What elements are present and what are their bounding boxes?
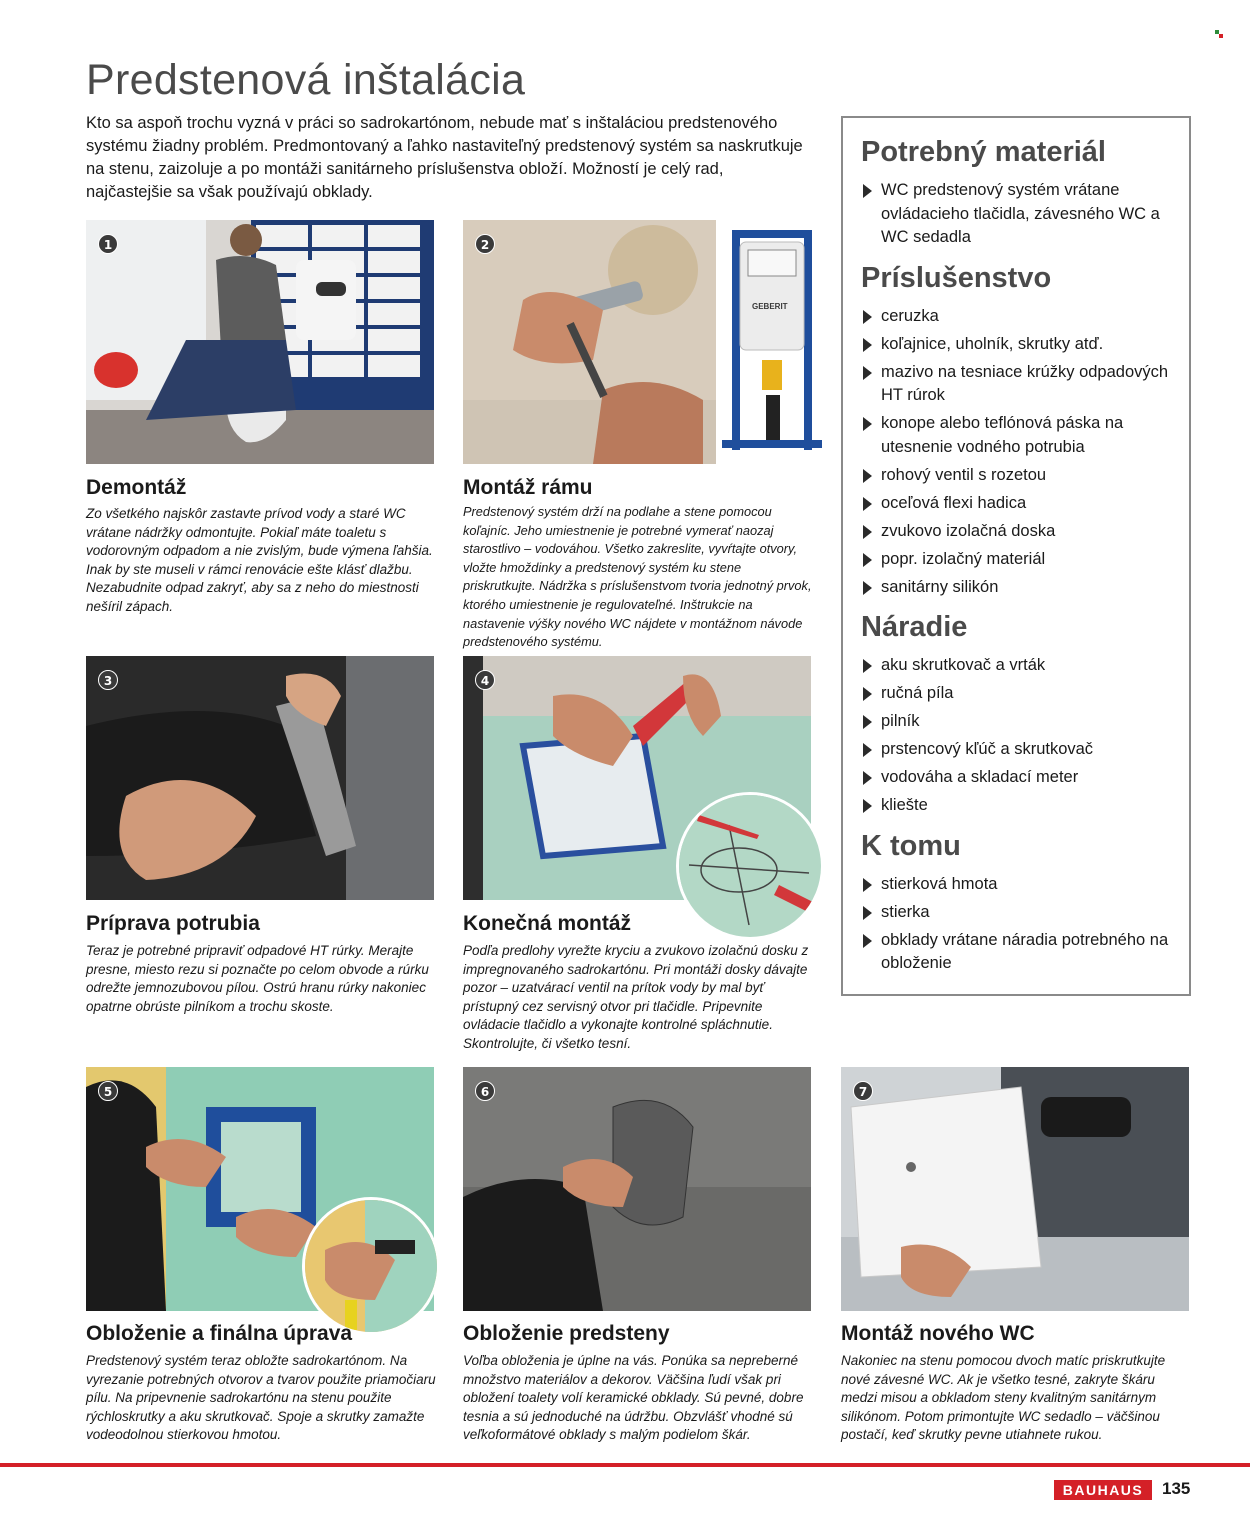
materials-list-item: [861, 929, 1171, 976]
materials-list: [861, 873, 1171, 976]
materials-item-label: aku skrutkovač a vrták: [881, 656, 1046, 674]
step-5-badge: 5: [98, 1081, 118, 1101]
materials-item-label: stierková hmota: [881, 874, 998, 893]
step-1-badge: 1: [98, 234, 118, 254]
arrow-right-icon: [863, 417, 872, 431]
step-3-text: Teraz je potrebné pripraviť odpadové HT rúrky. Merajte presne, miesto rezu si poznačte po celom obvode a rúrku odrežte jemnozubovou pílou. Ostrú hranu rúrky nakoniec opatrne obrúste pilníkom a trochu skoste.: [86, 943, 429, 1014]
arrow-right-icon: [863, 469, 872, 483]
materials-heading: Príslušenstvo: [861, 261, 1052, 294]
materials-box: [841, 116, 1191, 996]
arrow-right-icon: [863, 743, 872, 757]
step-1-photo: [86, 220, 434, 464]
arrow-right-icon: [863, 553, 872, 567]
arrow-right-icon: [863, 687, 872, 701]
materials-list-item: [861, 492, 1171, 516]
arrow-right-icon: [863, 799, 872, 813]
materials-item-label: kliešte: [881, 796, 928, 814]
step-5-text: Predstenový systém teraz obložte sadrokartónom. Na vyrezanie potrebných otvorov a tvarov použite priamočiaru pílu. Na pripevnenie sadrokartónu na stenu použite rýchloskrutky a aku skrutkovač. Spoje a skrutky zamažte vodeodolnou stierkovou hmotou.: [86, 1353, 436, 1443]
step-4-badge: 4: [475, 670, 495, 690]
arrow-right-icon: [863, 906, 872, 920]
step-3-photo: [86, 656, 434, 900]
materials-list: [861, 305, 1171, 600]
geberit-label: GEBERIT: [752, 302, 788, 311]
materials-list-item: [861, 654, 1171, 678]
intro-paragraph: Kto sa aspoň trochu vyzná v práci so sadrokartónom, nebude mať s inštaláciou predstenového systému žiadny problém. Predmontovaný a ľahko nastaviteľný predstenový systém sa naskrutkuje na stenu, zaizoluje a po montáži sanitárneho príslušenstva obloží. Možností je celý rad, najčastejšie sa však používajú obklady.: [86, 114, 803, 201]
materials-item-label: popr. izolačný materiál: [881, 549, 1046, 568]
step-1-heading: Demontáž: [86, 476, 187, 499]
materials-list-item: [861, 710, 1171, 734]
materials-list: [861, 654, 1171, 818]
arrow-right-icon: [863, 581, 872, 595]
materials-list-item: [861, 361, 1171, 408]
step-4-heading: Konečná montáž: [463, 912, 632, 935]
materials-item-label: mazivo na tesniace krúžky odpadových HT rúrok: [881, 362, 1169, 404]
materials-list-item: [861, 794, 1171, 818]
corner-mark-icon: [1215, 30, 1223, 38]
materials-item-label: WC predstenový systém vrátane ovládacieho tlačidla, závesného WC a WC sedadla: [881, 181, 1160, 246]
materials-item-label: vodováha a skladací meter: [881, 768, 1079, 786]
materials-item-label: stierka: [881, 902, 930, 921]
step-2-heading: Montáž rámu: [463, 476, 593, 499]
step-6-heading: Obloženie predsteny: [463, 1322, 670, 1345]
materials-item-label: koľajnice, uholník, skrutky atď.: [881, 334, 1104, 353]
materials-list-item: [861, 464, 1171, 488]
step-5-heading: Obloženie a finálna úprava: [86, 1322, 353, 1345]
arrow-right-icon: [863, 338, 872, 352]
materials-item-label: ručná píla: [881, 684, 954, 702]
step-6-badge: 6: [475, 1081, 495, 1101]
materials-item-label: oceľová flexi hadica: [881, 493, 1027, 512]
arrow-right-icon: [863, 715, 872, 729]
step-7-badge: 7: [853, 1081, 873, 1101]
step-6-photo: [463, 1067, 811, 1311]
step-7-heading: Montáž nového WC: [841, 1322, 1035, 1345]
materials-heading: K tomu: [861, 829, 961, 862]
arrow-right-icon: [863, 659, 872, 673]
step-6-text: Voľba obloženia je úplne na vás. Ponúka sa nepreberné množstvo materiálov a dekorov. Väčšina ľudí však pri obložení toalety volí keramické obklady. Sú pevné, dobre tesnia a sú jednoduché na údržbu. Obzvlášť vhodné sú veľkoformátové obklady s malým podielom škár.: [463, 1353, 804, 1443]
materials-heading: Potrebný materiál: [861, 136, 1106, 168]
step-3-heading: Príprava potrubia: [86, 912, 260, 935]
footer-rule: [0, 1463, 1250, 1467]
materials-list-item: [861, 766, 1171, 790]
materials-list-item: [861, 901, 1171, 925]
materials-item-label: sanitárny silikón: [881, 577, 999, 596]
step-7-text: Nakoniec na stenu pomocou dvoch matíc priskrutkujte nové závesné WC. Ak je všetko tesné, zakryte škáru medzi misou a obkladom steny kvalitným sanitárnym silikónom. Potom primontujte WC sedadlo – väčšinou postačí, keď skrutky pevne utiahnete rukou.: [841, 1353, 1166, 1443]
step-2-badge: 2: [475, 234, 495, 254]
arrow-right-icon: [863, 184, 872, 198]
materials-item-label: prstencový kľúč a skrutkovač: [881, 740, 1094, 758]
arrow-right-icon: [863, 878, 872, 892]
materials-heading: Náradie: [861, 611, 968, 643]
materials-item-label: ceruzka: [881, 306, 939, 325]
materials-list-item: [861, 520, 1171, 544]
arrow-right-icon: [863, 525, 872, 539]
materials-list-item: [861, 179, 1171, 250]
geberit-frame-photo: [722, 230, 822, 464]
step-4-detail-circle: [676, 792, 824, 940]
bauhaus-logo: BAUHAUS: [1054, 1480, 1152, 1500]
materials-item-label: pilník: [881, 712, 920, 730]
materials-list-item: [861, 682, 1171, 706]
arrow-right-icon: [863, 934, 872, 948]
arrow-right-icon: [863, 497, 872, 511]
materials-list-item: [861, 412, 1171, 459]
page-number: 135: [1162, 1479, 1191, 1498]
materials-list-item: [861, 305, 1171, 329]
materials-list-item: [861, 873, 1171, 897]
materials-list-item: [861, 333, 1171, 357]
materials-item-label: zvukovo izolačná doska: [881, 521, 1056, 540]
arrow-right-icon: [863, 771, 872, 785]
step-7-photo: [841, 1067, 1189, 1311]
step-2-text: Predstenový systém drží na podlahe a stene pomocou koľajníc. Jeho umiestnenie je potrebné vymerať naozaj starostlivo – vodováhou. Všetko zakreslite, vyvŕtajte otvory, vložte hmoždinky a predstenový systém ku stene priskrutkujte. Nádržka s príslušenstvom tvoria jednotný prvok, ktorého umiestnenie je regulovateľné. Inštrukcie na nastavenie výšky nového WC nájdete v montážnom návode predstenového systému.: [463, 504, 812, 650]
page-title: Predstenová inštalácia: [86, 56, 526, 104]
step-4-text: Podľa predlohy vyrežte kryciu a zvukovo izolačnú dosku z impregnovaného sadrokartónu. Pri montáži dosky dávajte pozor – uzatvárací ventil na prítok vody by mal byť prístupný cez servisný otvor pri tlačidle. Pripevnite ovládacie tlačidlo a vykonajte kontrolné spláchnutie. Skontrolujte, či všetko tesní.: [463, 943, 809, 1051]
step-2-photo: [463, 220, 716, 464]
materials-list-item: [861, 548, 1171, 572]
step-3-badge: 3: [98, 670, 118, 690]
materials-list: [861, 179, 1171, 250]
materials-list-item: [861, 738, 1171, 762]
materials-item-label: obklady vrátane náradia potrebného na obloženie: [881, 930, 1169, 972]
step-1-text: Zo všetkého najskôr zastavte prívod vody a staré WC vrátane nádržky odmontujte. Pokiaľ máte toaletu s vodorovným odpadom a nie zvislým, bude výmena ľahšia. Inak by ste museli v rámci renovácie ešte klásť dlažbu. Nezabudnite odpad zakryť, aby sa z neho do miestnosti nešíril zápach.: [86, 506, 433, 614]
arrow-right-icon: [863, 366, 872, 380]
step-5-detail-circle: [302, 1197, 440, 1335]
arrow-right-icon: [863, 310, 872, 324]
materials-list-item: [861, 576, 1171, 600]
materials-item-label: konope alebo teflónová páska na utesnenie vodného potrubia: [881, 414, 1124, 456]
materials-item-label: rohový ventil s rozetou: [881, 465, 1047, 484]
